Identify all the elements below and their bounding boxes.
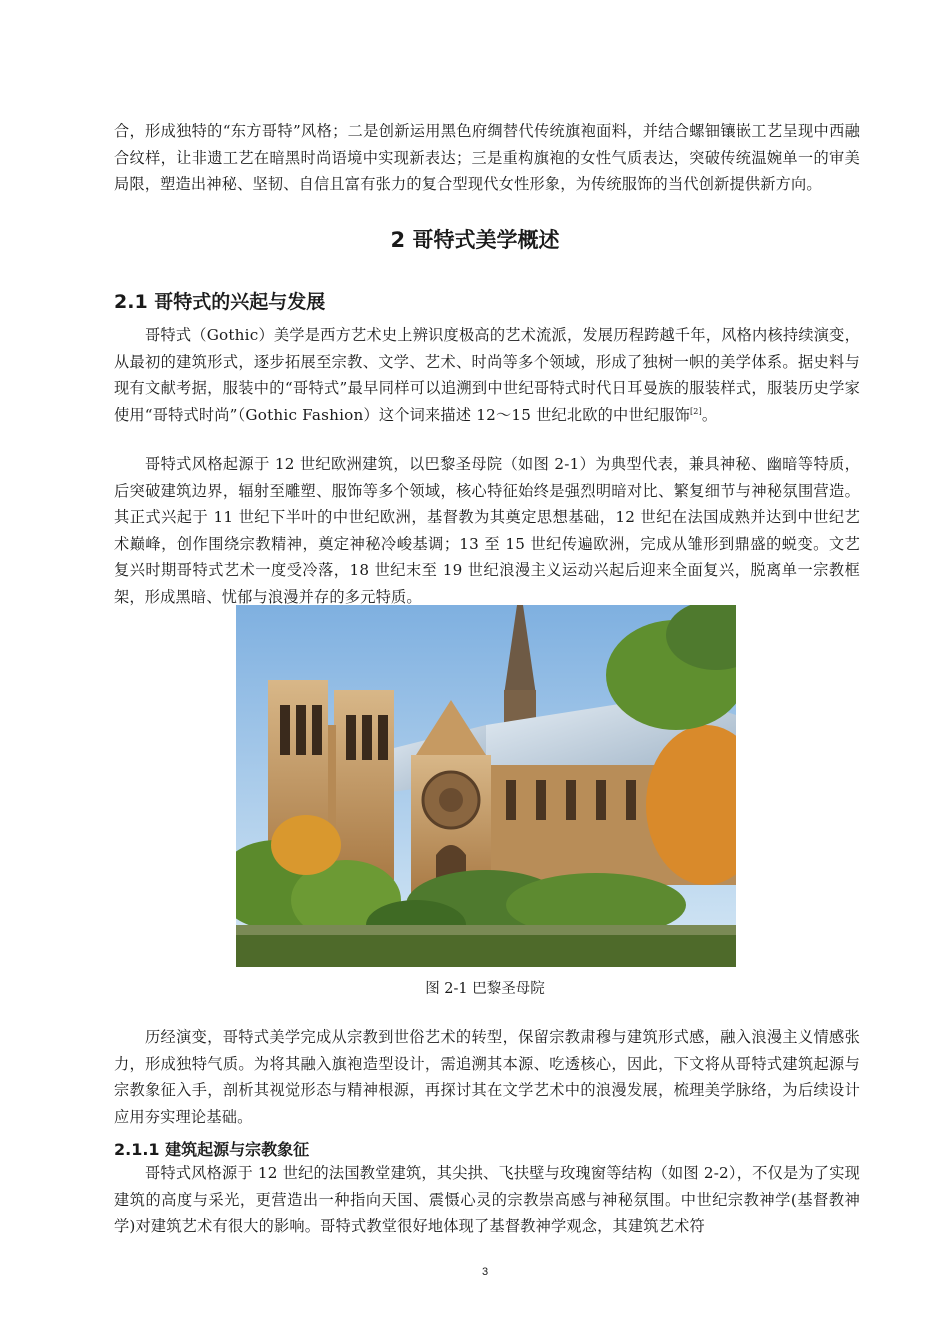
paragraph-gothic-intro-end: 。	[701, 405, 718, 424]
paragraph-gothic-intro-text: 哥特式（Gothic）美学是西方艺术史上辨识度极高的艺术流派，发展历程跨越千年，风格内核持续演变，从最初的建筑形式，逐步拓展至宗教、文学、艺术、时尚等多个领域，形成了独树一帜的美学体系。据史料与现有文献考据，服装中的“哥特式”最早同样可以追溯到中世纪哥特式时代日耳曼族的服装样式，服装历史学家使用“哥特式时尚”（Gothic Fashion）这个词来描述 12～15 世纪北欧的中世纪服饰	[114, 326, 860, 424]
page-number: 3	[481, 1266, 489, 1278]
notre-dame-photo	[236, 605, 736, 967]
paragraph-architecture-origin: 哥特式风格源于 12 世纪的法国教堂建筑，其尖拱、飞扶壁与玫瑰窗等结构（如图 2-2），不仅是为了实现建筑的高度与采光，更营造出一种指向天国、震慑心灵的宗教崇高感与神秘氛围。中世纪宗教神学(基督教神学)对建筑艺术有很大的影响。哥特式教堂很好地体现了基督教神学观念，其建筑艺术符	[114, 1164, 860, 1235]
intro-paragraph: 合，形成独特的“东方哥特”风格；二是创新运用黑色府绸替代传统旗袍面料，并结合螺钿镶嵌工艺呈现中西融合纹样，让非遗工艺在暗黑时尚语境中实现新表达；三是重构旗袍的女性气质表达，突破传统温婉单一的审美局限，塑造出神秘、坚韧、自信且富有张力的复合型现代女性形象，为传统服饰的当代创新提供新方向。	[114, 122, 860, 193]
citation-2: [2]	[689, 406, 702, 416]
chapter-title: 2 哥特式美学概述	[390, 228, 560, 252]
paragraph-gothic-origin: 哥特式风格起源于 12 世纪欧洲建筑，以巴黎圣母院（如图 2-1）为典型代表，兼具神秘、幽暗等特质，后突破建筑边界，辐射至雕塑、服饰等多个领域，核心特征始终是强烈明暗对比、繁复细节与神秘氛围营造。其正式兴起于 11 世纪下半叶的中世纪欧洲，基督教为其奠定思想基础，12 世纪在法国成熟并达到中世纪艺术巅峰，创作围绕宗教精神，奠定神秘冷峻基调；13 至 15 世纪传遍欧洲，完成从雏形到鼎盛的蜕变。文艺复兴时期哥特式艺术一度受冷落，18 世纪末至 19 世纪浪漫主义运动兴起后迎来全面复兴，脱离单一宗教框架，形成黑暗、忧郁与浪漫并存的多元特质。	[114, 455, 860, 606]
paragraph-gothic-intro	[114, 322, 860, 428]
subsection-title: 2.1.1 建筑起源与宗教象征	[114, 1140, 310, 1159]
paragraph-evolution: 历经演变，哥特式美学完成从宗教到世俗艺术的转型，保留宗教肃穆与建筑形式感，融入浪漫主义情感张力，形成独特气质。为将其融入旗袍造型设计，需追溯其本源、吃透核心，因此，下文将从哥特式建筑起源与宗教象征入手，剖析其视觉形态与精神根源，再探讨其在文学艺术中的浪漫发展，梳理美学脉络，为后续设计应用夯实理论基础。	[114, 1028, 860, 1126]
figure-caption: 图 2-1 巴黎圣母院	[425, 981, 545, 997]
section-title: 2.1 哥特式的兴起与发展	[114, 291, 326, 313]
notre-dame-illustration	[236, 605, 736, 967]
